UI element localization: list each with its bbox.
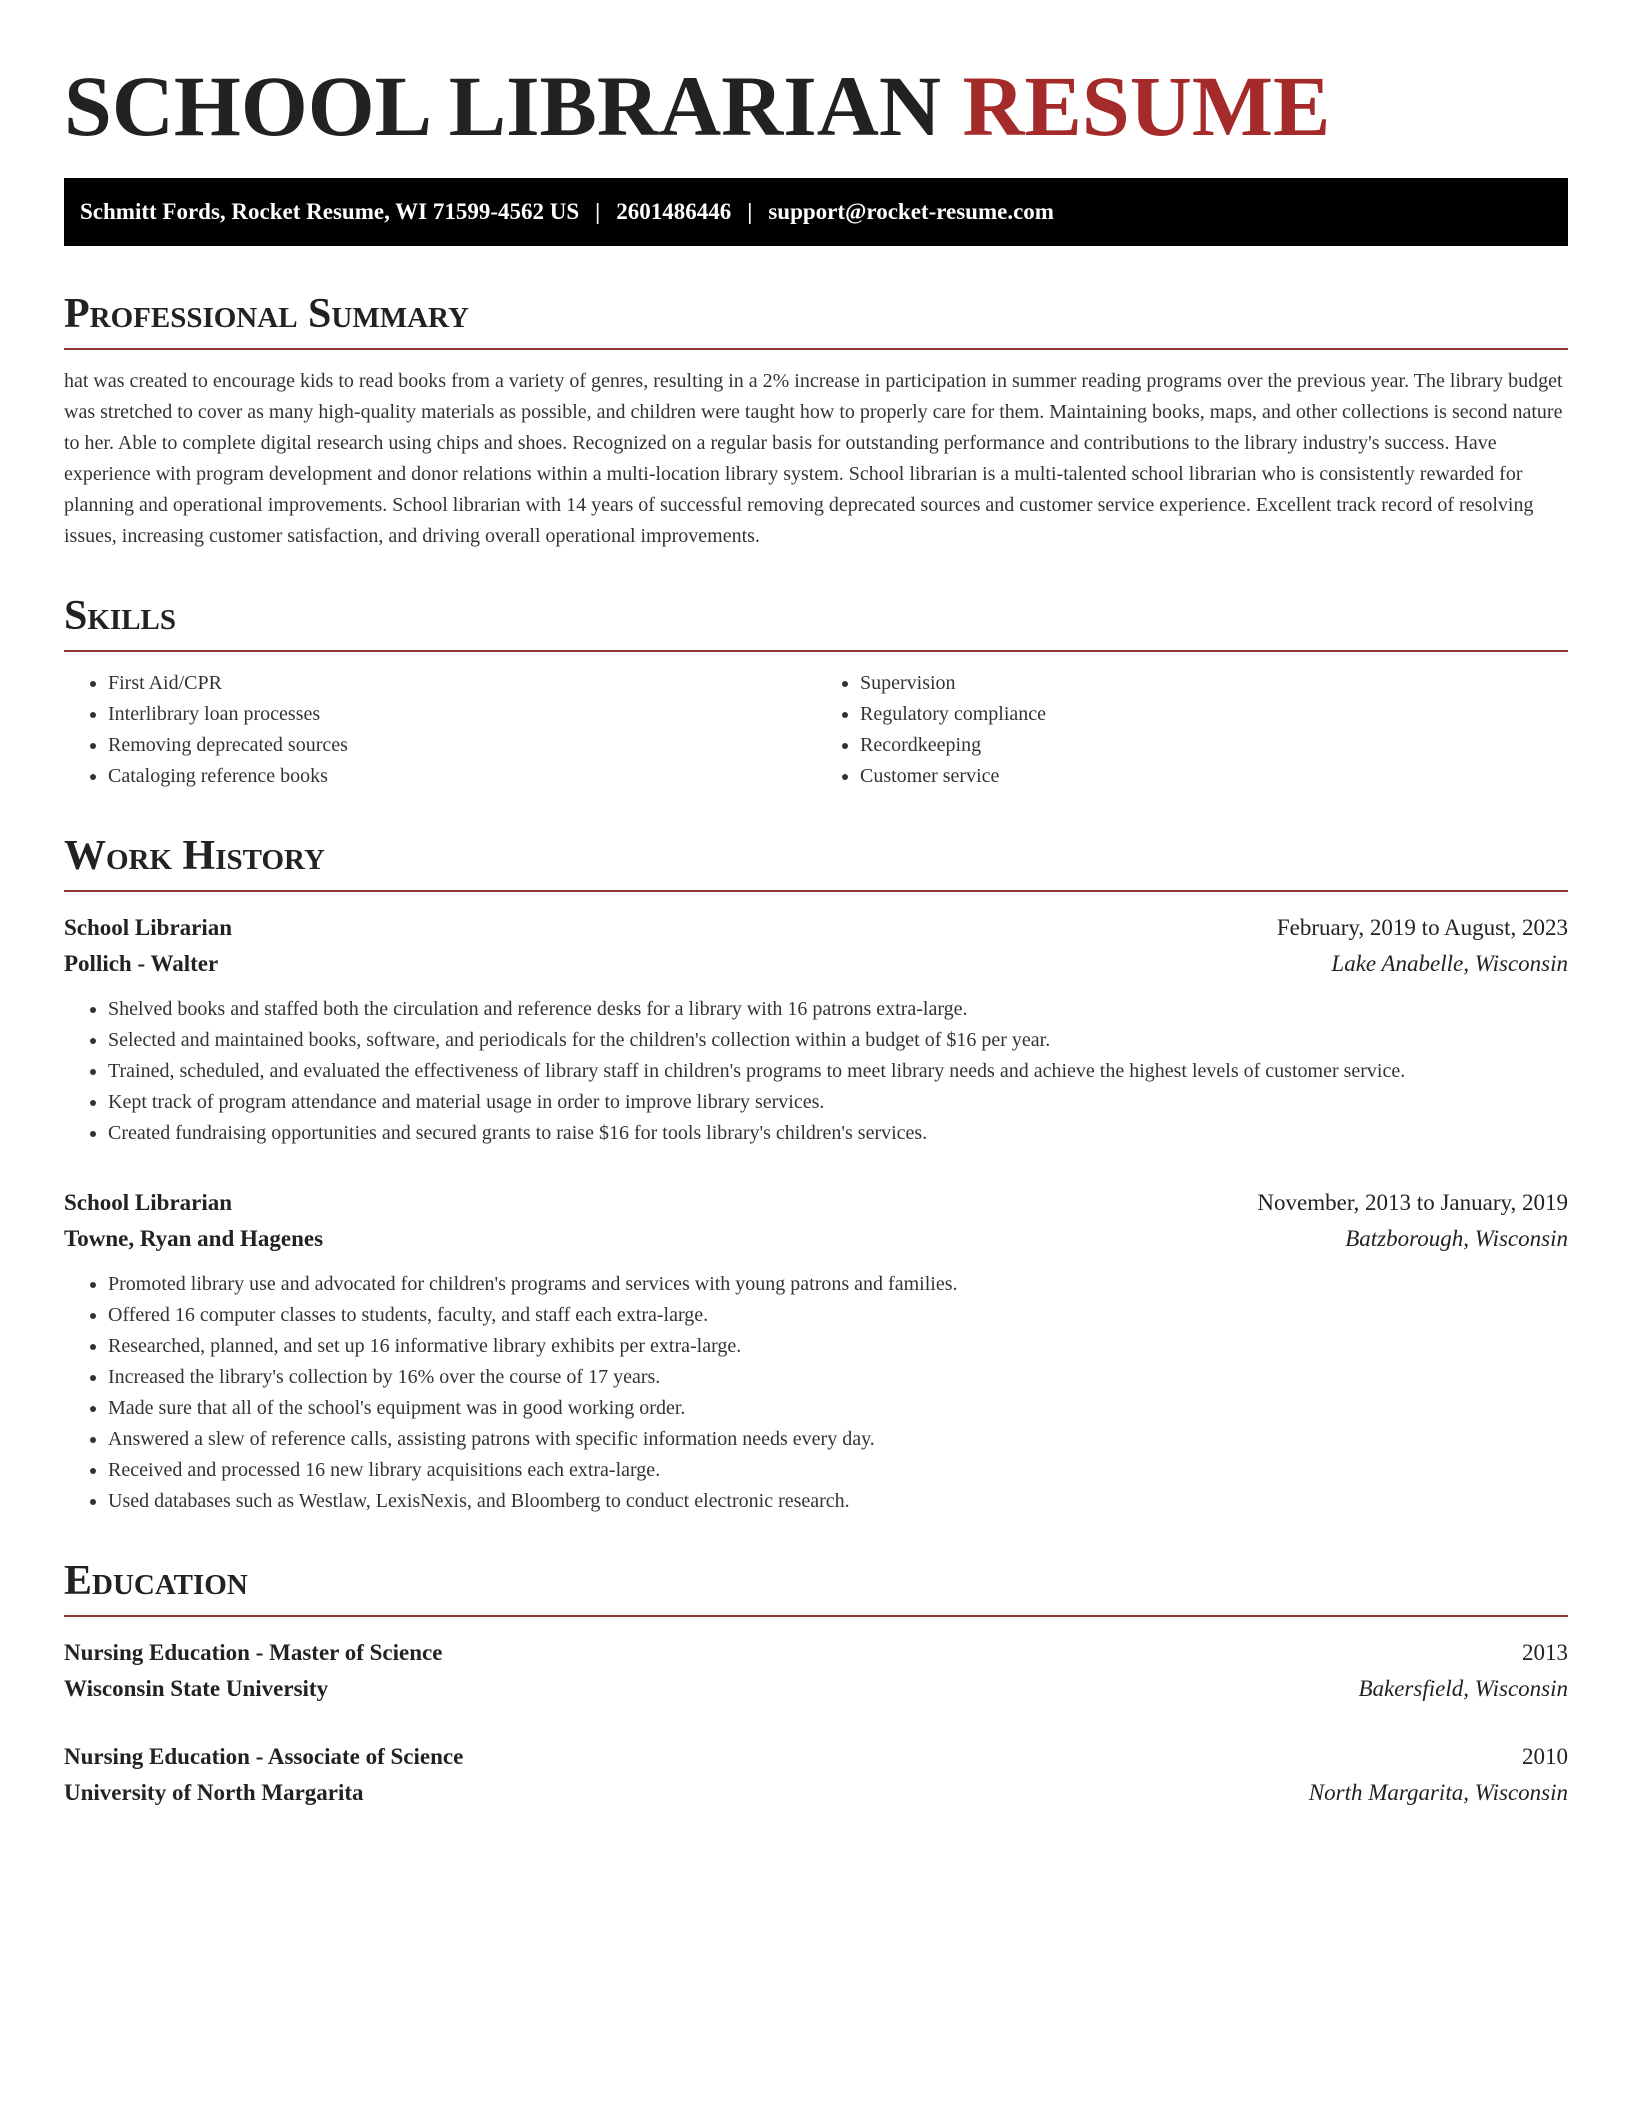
title-main: SCHOOL LIBRARIAN: [64, 58, 941, 154]
job-location: Batzborough, Wisconsin: [1345, 1226, 1568, 1251]
education-location: Bakersfield, Wisconsin: [1358, 1676, 1568, 1701]
education-school-row: [64, 1671, 1568, 1707]
job-bullet: • Used databases such as Westlaw, LexisNexis, and Bloomberg to conduct electronic research.: [108, 1486, 1568, 1517]
skills-columns: [64, 668, 1568, 792]
education-degree: Nursing Education - Master of Science: [64, 1640, 443, 1665]
job-bullet: • Researched, planned, and set up 16 informative library exhibits per extra-large.: [108, 1331, 1568, 1362]
job-title: School Librarian: [64, 915, 233, 940]
skill-item: • Interlibrary loan processes: [108, 699, 816, 730]
job-location: Lake Anabelle, Wisconsin: [1331, 951, 1568, 976]
job-bullet: • Trained, scheduled, and evaluated the effectiveness of library staff in children's programs to meet library needs and achieve the highest levels of customer service.: [108, 1056, 1568, 1087]
job-dates: February, 2019 to August, 2023: [1276, 915, 1568, 940]
job-bullet: • Offered 16 computer classes to students, faculty, and staff each extra-large.: [108, 1300, 1568, 1331]
education-degree-row: [64, 1739, 1568, 1775]
skill-item: • Cataloging reference books: [108, 761, 816, 792]
contact-phone[interactable]: 2601486446: [616, 199, 732, 224]
job-bullet: • Created fundraising opportunities and secured grants to raise $16 for tools library's children's services.: [108, 1118, 1568, 1149]
job-bullet: • Selected and maintained books, software, and periodicals for the children's collection within a budget of $16 per year.: [108, 1025, 1568, 1056]
job-bullet: • Received and processed 16 new library acquisitions each extra-large.: [108, 1455, 1568, 1486]
summary-section: [64, 290, 1568, 552]
skill-item: • Removing deprecated sources: [108, 730, 816, 761]
job-bullet: • Shelved books and staffed both the circulation and reference desks for a library with 16 patrons extra-large.: [108, 994, 1568, 1025]
job-company-row: [64, 946, 1568, 982]
job-bullet: • Increased the library's collection by 16% over the course of 17 years.: [108, 1362, 1568, 1393]
contact-separator: |: [747, 199, 753, 224]
job-bullets: [64, 1269, 1568, 1517]
education-school-row: [64, 1775, 1568, 1811]
job-bullets: [64, 994, 1568, 1149]
job-entry: [64, 1185, 1568, 1517]
contact-separator: |: [595, 199, 601, 224]
education-location: North Margarita, Wisconsin: [1308, 1780, 1568, 1805]
contact-bar: [64, 178, 1568, 246]
job-entry: [64, 910, 1568, 1149]
skills-heading: Skills: [64, 592, 1568, 652]
contact-address: Schmitt Fords, Rocket Resume, WI 71599-4562 US: [80, 199, 580, 224]
skills-section: [64, 592, 1568, 792]
education-school: University of North Margarita: [64, 1780, 364, 1805]
work-history-section: [64, 832, 1568, 1517]
education-heading: Education: [64, 1557, 1568, 1617]
education-year: 2013: [1522, 1640, 1568, 1665]
summary-text: hat was created to encourage kids to read books from a variety of genres, resulting in a 2% increase in participation in summer reading programs over the previous year. The library budget was stretched to cover as many high-quality materials as possible, and children were taught how to properly care for them. Maintaining books, maps, and other collections is second nature to her. Able to complete digital research using chips and shoes. Recognized on a regular basis for outstanding performance and contributions to the library industry's success. Have experience with program development and donor relations within a multi-location library system. School librarian is a multi-talented school librarian who is consistently rewarded for planning and operational improvements. School librarian with 14 years of successful removing deprecated sources and customer service experience. Excellent track record of resolving issues, increasing customer satisfaction, and driving overall operational improvements.: [64, 370, 1563, 547]
job-dates: November, 2013 to January, 2019: [1257, 1190, 1568, 1215]
job-title: School Librarian: [64, 1190, 233, 1215]
education-year: 2010: [1522, 1744, 1568, 1769]
education-entry: [64, 1739, 1568, 1811]
skill-item: • Supervision: [860, 668, 1568, 699]
job-title-row: [64, 1185, 1568, 1221]
education-entry: [64, 1635, 1568, 1707]
job-bullet: • Made sure that all of the school's equipment was in good working order.: [108, 1393, 1568, 1424]
education-degree: Nursing Education - Associate of Science: [64, 1744, 464, 1769]
job-bullet: • Answered a slew of reference calls, assisting patrons with specific information needs every day.: [108, 1424, 1568, 1455]
job-company: Towne, Ryan and Hagenes: [64, 1226, 324, 1251]
job-bullet: • Kept track of program attendance and material usage in order to improve library services.: [108, 1087, 1568, 1118]
job-bullet: • Promoted library use and advocated for children's programs and services with young patrons and families.: [108, 1269, 1568, 1300]
skill-item: • Recordkeeping: [860, 730, 1568, 761]
skill-item: • Customer service: [860, 761, 1568, 792]
skill-item: • First Aid/CPR: [108, 668, 816, 699]
resume-title: [64, 0, 1568, 156]
education-degree-row: [64, 1635, 1568, 1671]
job-company: Pollich - Walter: [64, 951, 219, 976]
education-section: [64, 1557, 1568, 1811]
skills-list-right: [816, 668, 1568, 792]
skill-item: • Regulatory compliance: [860, 699, 1568, 730]
skills-list-left: [64, 668, 816, 792]
work-history-heading: Work History: [64, 832, 1568, 892]
title-accent: RESUME: [962, 58, 1331, 154]
job-company-row: [64, 1221, 1568, 1257]
job-title-row: [64, 910, 1568, 946]
education-school: Wisconsin State University: [64, 1676, 329, 1701]
summary-heading: Professional Summary: [64, 290, 1568, 350]
contact-email[interactable]: support@rocket-resume.com: [768, 199, 1054, 224]
